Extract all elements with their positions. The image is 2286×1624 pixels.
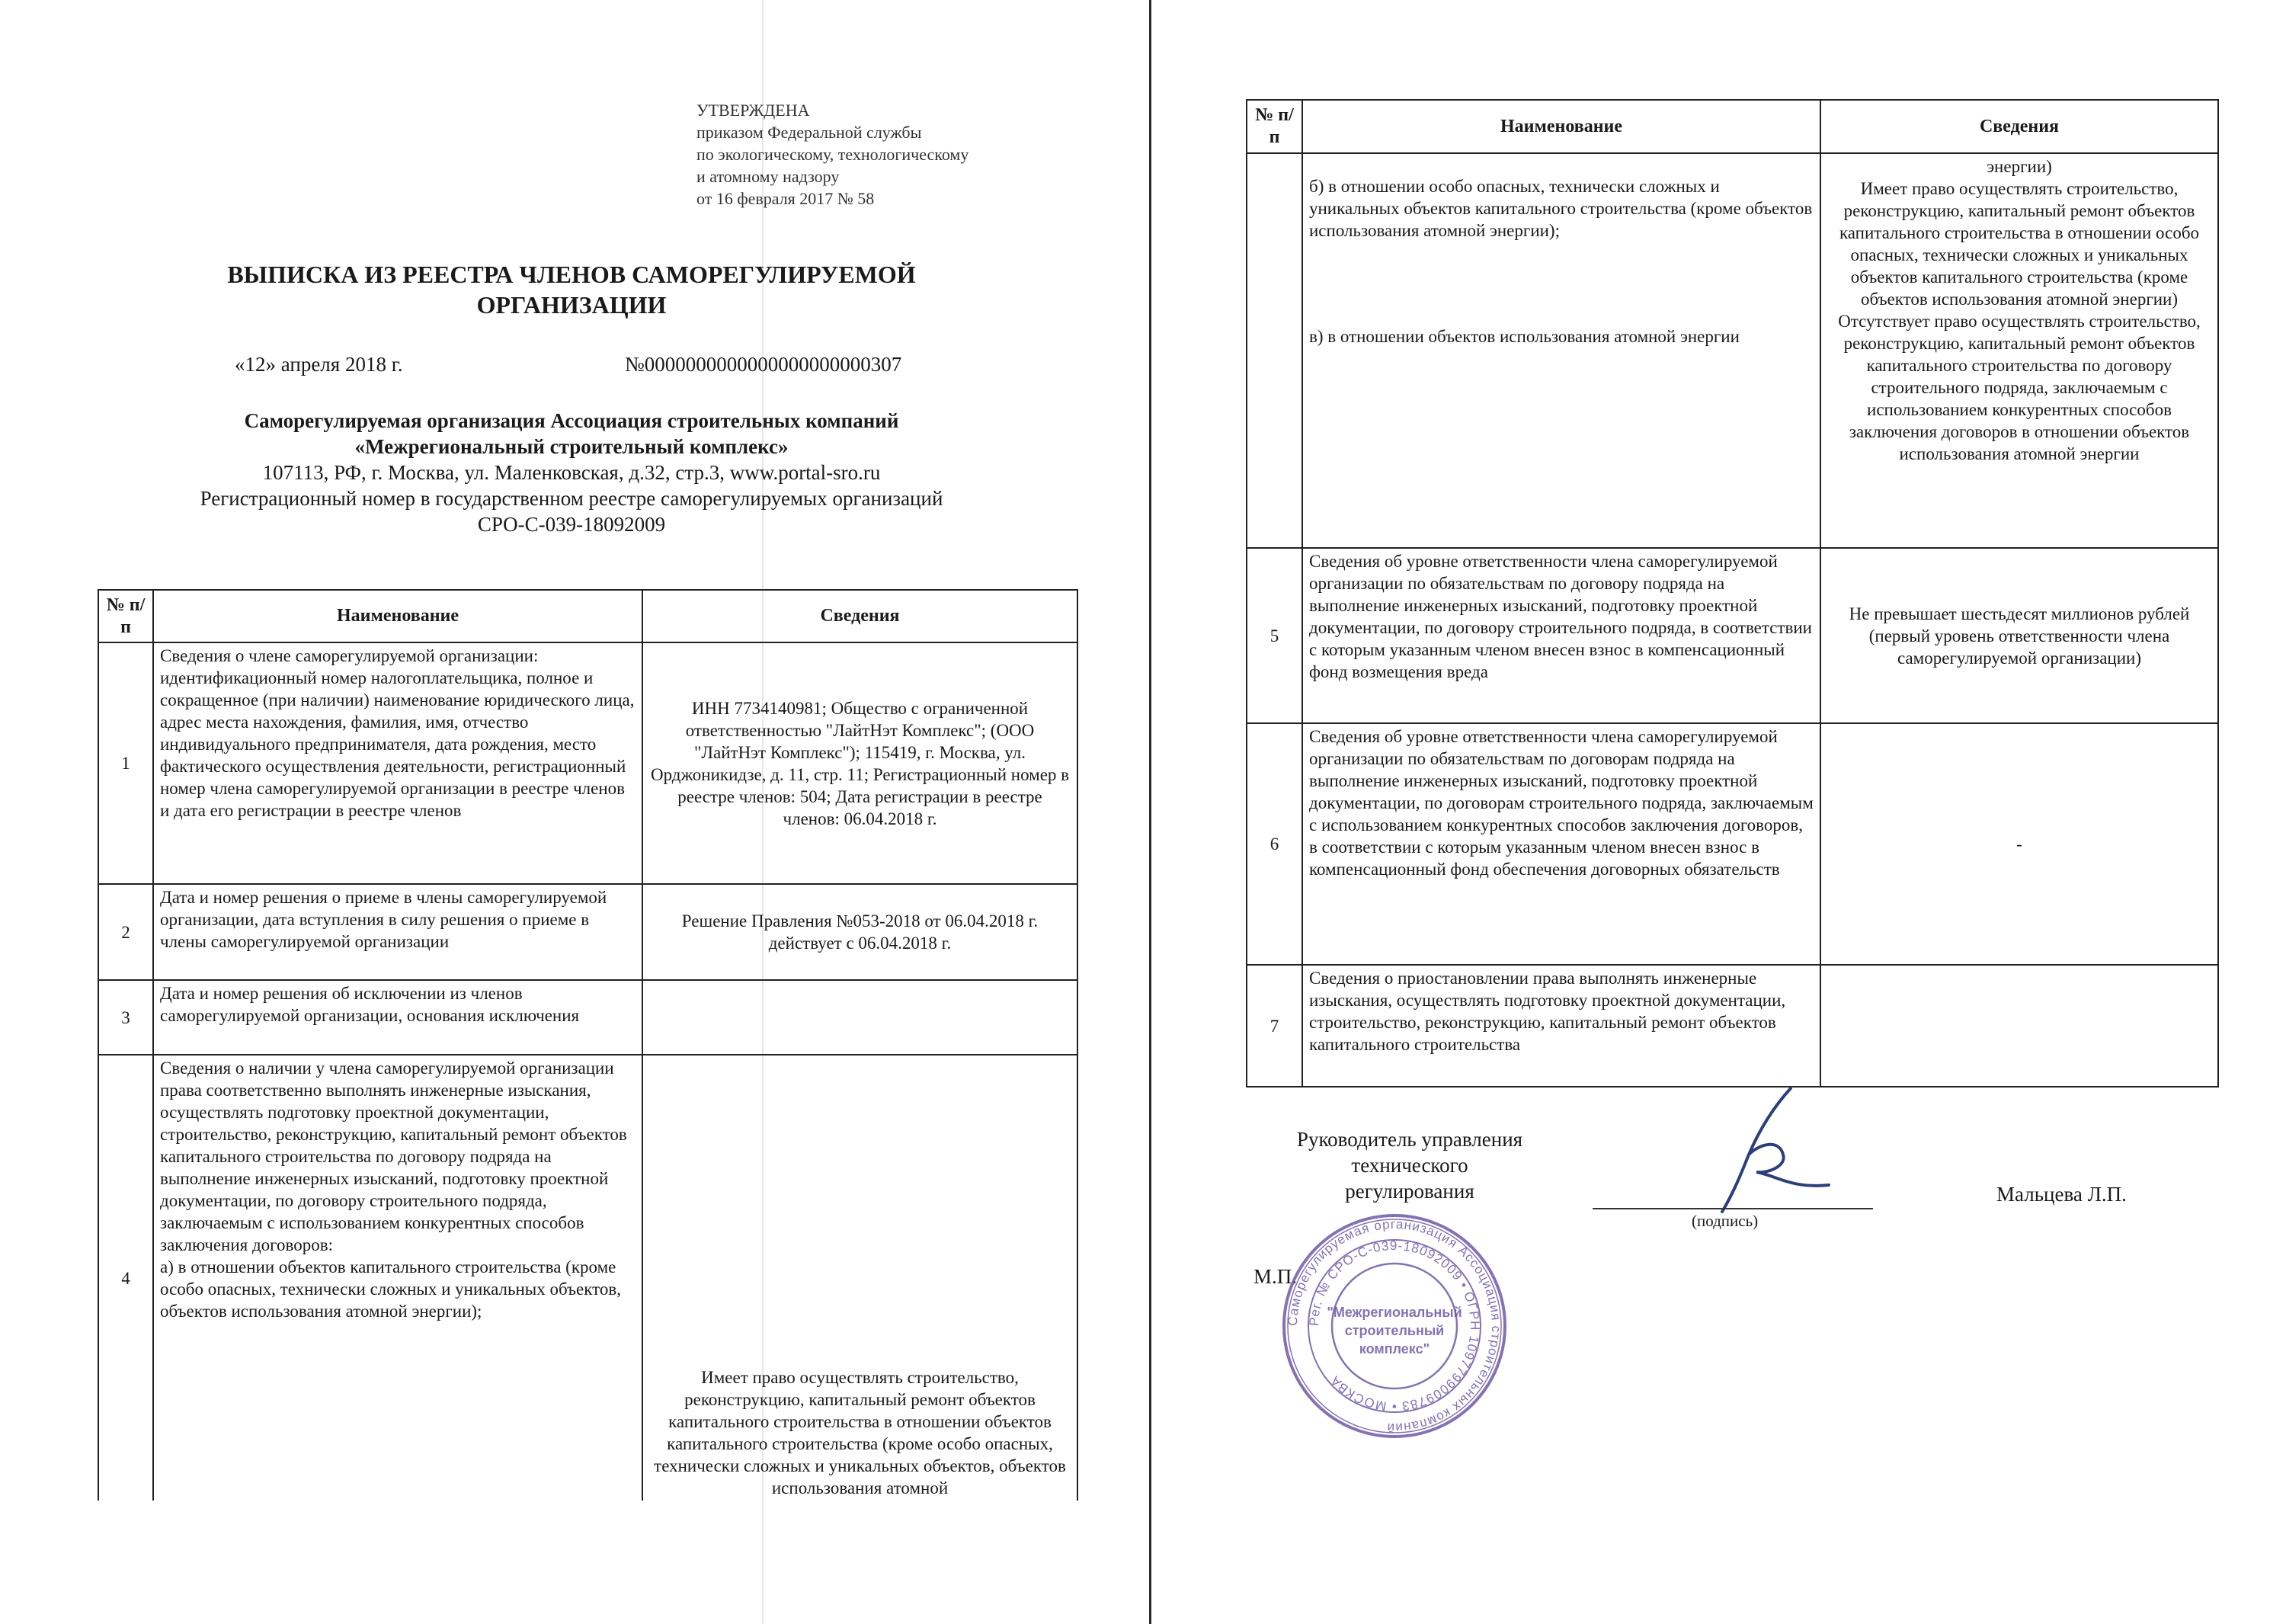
approval-line: по экологическому, технологическому [696,145,969,164]
register-table-page2 [1246,99,2219,1087]
row-name: Сведения о приостановлении права выполнять инженерные изыскания, осуществлять подготовку проектной документации, строительство, реконструкцию, капитальный ремонт объектов капитального строительства [1302,965,1820,1087]
col-value-header: Сведения [1820,100,2218,153]
table-row [98,884,1077,980]
row-4-value-b: Имеет право осуществлять строительство, реконструкцию, капитальный ремонт объектов капитального строительства в отношении особо опасных, технически сложных и уникальных объектов капитального строительства (кроме объектов использования атомной энергии) [1839,179,2200,309]
table-row-continued [1247,153,2218,548]
table-row [98,1055,1077,1501]
row-4-intro: Сведения о наличии у члена саморегулируемой организации права соответственно выполнять инженерные изыскания, осуществлять подготовку проектной документации, строительство, реконструкцию, капитальный ремонт объектов капитального строительства по договору подряда на выполнение инженерных изысканий, подготовку проектной документации, по договору строительного подряда, заключаемым с использованием конкурентных способов заключения договоров: [160,1059,627,1254]
row-number: 3 [98,980,153,1055]
seal-outer-text: Саморегулируемая организация Ассоциация строительных компаний [1285,1216,1504,1436]
position-line: технического [1351,1154,1468,1177]
table-header-row [1247,100,2218,153]
title-line: ОРГАНИЗАЦИИ [476,291,667,319]
document-number: №0000000000000000000000307 [625,353,902,376]
row-number: 7 [1247,965,1302,1087]
row-value: Решение Правления №053-2018 от 06.04.2018 г. действует с 06.04.2018 г. [642,884,1077,980]
row-name: Дата и номер решения о приеме в члены саморегулируемой организации, дата вступления в силу решения о приеме в члены саморегулируемой организации [153,884,642,980]
register-table-page1 [98,589,1078,1501]
document-date: «12» апреля 2018 г. [235,353,403,376]
signature-caption: (подпись) [1692,1212,1759,1230]
row-name: Сведения о члене саморегулируемой организации: идентификационный номер налогоплательщика, полное и сокращенное (при наличии) наименование юридического лица, адрес места нахождения, фамилия, имя, отчество индивидуального предпринимателя, дата рождения, место фактического осуществления деятельности, регистрационный номер члена саморегулируемой организации в реестре членов и дата его регистрации в реестре членов [153,642,642,884]
seal-placeholder-label: М.П. [1253,1265,1298,1288]
row-number: 5 [1247,548,1302,723]
col-num-header: № п/п [98,590,153,642]
position-line: Руководитель управления [1296,1128,1523,1151]
col-num-header: № п/п [1247,100,1302,153]
organization-seal [1280,1212,1509,1440]
row-4-value-a: Имеет право осуществлять строительство, реконструкцию, капитальный ремонт объектов капитального строительства в отношении объектов капитального строительства (кроме особо опасных, технически сложных и уникальных объектов, объектов использования атомной [654,1368,1066,1497]
approval-line: от 16 февраля 2017 № 58 [696,189,875,208]
table-row [1247,548,2218,723]
row-number: 1 [98,642,153,884]
row-4-value-c: Отсутствует право осуществлять строительство, реконструкцию, капитальный ремонт объектов капитального строительства по договору строительного подряда, заключаемым с использованием конкурентных способов заключения договоров в отношении объектов использования атомной энергии [1838,312,2201,463]
row-number: 2 [98,884,153,980]
signer-name: Мальцева Л.П. [1996,1183,2127,1206]
signature-line [1593,1208,1873,1209]
row-4-sub-a: а) в отношении объектов капитального строительства (кроме особо опасных, технически сложных и уникальных объектов, объектов использования атомной энергии); [160,1257,621,1321]
organization-block [114,408,1029,537]
seal-center-line: комплекс" [1359,1341,1430,1357]
row-4-value-a-cont: энергии) [1987,157,2052,176]
org-reg-label: Регистрационный номер в государственном реестре саморегулируемых организаций [200,487,943,510]
row-value [642,980,1077,1055]
row-number: 6 [1247,723,1302,965]
row-name: Дата и номер решения об исключении из членов саморегулируемой организации, основания исключения [153,980,642,1055]
seal-inner-text: Рег. № СРО-С-039-18092009 • ОГРН 1097799009783 • МОСКВА [1306,1238,1483,1414]
row-value: - [1820,723,2218,965]
table-header-row [98,590,1077,642]
table-row [98,642,1077,884]
org-address: 107113, РФ, г. Москва, ул. Маленковская, д.32, стр.3, www.portal-sro.ru [262,461,881,484]
row-name [153,1055,642,1501]
row-value [1820,965,2218,1087]
signer-position [1250,1126,1570,1204]
row-name [1302,153,1820,548]
handwritten-signature [1676,1082,1844,1219]
row-name: Сведения об уровне ответственности члена саморегулируемой организации по обязательствам по договору подряда на выполнение инженерных изысканий, подготовку проектной документации, по договору строительного подряда, в соответствии с которым указанным членом внесен взнос в компенсационный фонд возмещения вреда [1302,548,1820,723]
approval-line: приказом Федеральной службы [696,123,922,142]
page-divider [1149,0,1151,1624]
table-row [1247,723,2218,965]
row-4-sub-b: б) в отношении особо опасных, технически сложных и уникальных объектов капитального строительства (кроме объектов использования атомной энергии); [1309,177,1813,240]
row-name: Сведения об уровне ответственности члена саморегулируемой организации по обязательствам по договорам подряда на выполнение инженерных изысканий, подготовку проектной документации, по договорам строительного подряда, заключаемым с использованием конкурентных способов заключения договоров, в соответствии с которым указанным членом внесен взнос в компенсационный фонд обеспечения договорных обязательств [1302,723,1820,965]
org-name-quoted: «Межрегиональный строительный комплекс» [354,435,789,458]
col-value-header: Сведения [642,590,1077,642]
seal-center-line: строительный [1344,1323,1445,1338]
approval-line: и атомному надзору [696,167,840,186]
title-line: ВЫПИСКА ИЗ РЕЕСТРА ЧЛЕНОВ САМОРЕГУЛИРУЕМОЙ [227,261,916,288]
row-4-sub-c: в) в отношении объектов использования атомной энергии [1309,327,1740,346]
approval-line: УТВЕРЖДЕНА [696,101,810,120]
org-reg-number: СРО-С-039-18092009 [477,513,666,536]
document-title [152,259,991,320]
row-number: 4 [98,1055,153,1501]
col-name-header: Наименование [1302,100,1820,153]
org-name: Саморегулируемая организация Ассоциация строительных компаний [244,409,899,432]
approval-block [696,99,969,210]
table-row [98,980,1077,1055]
col-name-header: Наименование [153,590,642,642]
position-line: регулирования [1345,1180,1474,1203]
seal-center-line: "Межрегиональный [1327,1305,1462,1320]
row-value [1820,153,2218,548]
row-value: Не превышает шестьдесят миллионов рублей (первый уровень ответственности члена саморегулируемой организации) [1820,548,2218,723]
row-value [642,1055,1077,1501]
row-number-empty [1247,153,1302,548]
row-value: ИНН 7734140981; Общество с ограниченной ответственностью "ЛайтНэт Комплекс"; (ООО "ЛайтНэт Комплекс"); 115419, г. Москва, ул. Орджоникидзе, д. 11, стр. 11; Регистрационный номер в реестре членов: 504; Дата регистрации в реестре членов: 06.04.2018 г. [642,642,1077,884]
table-row [1247,965,2218,1087]
